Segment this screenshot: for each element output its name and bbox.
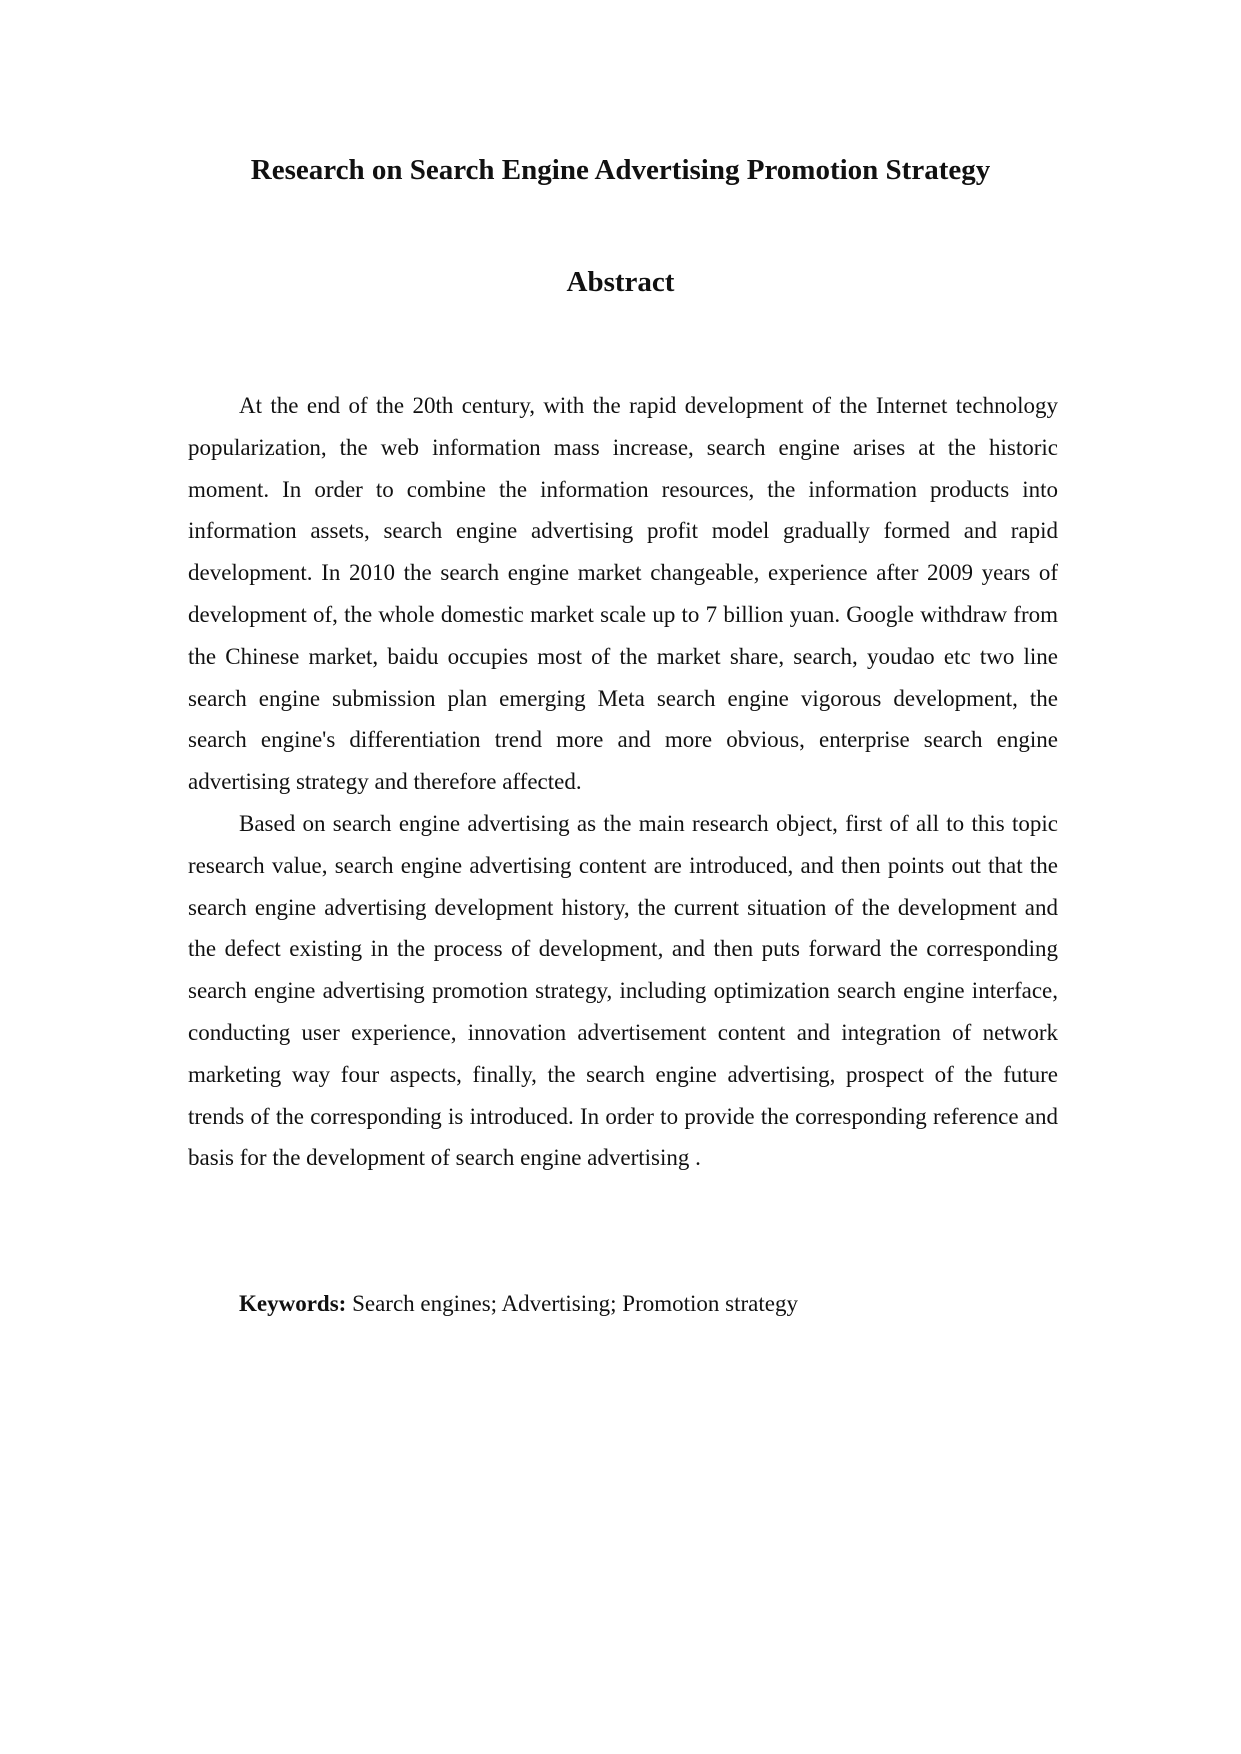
document-title: Research on Search Engine Advertising Promotion Strategy (250, 154, 991, 186)
keywords-label: Keywords: (239, 1291, 347, 1316)
keywords-text: Search engines; Advertising; Promotion strategy (346, 1291, 798, 1316)
keywords-line (239, 1283, 798, 1325)
abstract-body (188, 385, 1058, 1179)
abstract-paragraph-2: Based on search engine advertising as the main research object, first of all to this topic research value, search engine advertising content are introduced, and then points out that the search engine advertising development history, the current situation of the development and the defect existing in the process of development, and then puts forward the corresponding search engine advertising promotion strategy, including optimization search engine interface, conducting user experience, innovation advertisement content and integration of network marketing way four aspects, finally, the search engine advertising, prospect of the future trends of the corresponding is introduced. In order to provide the corresponding reference and basis for the development of search engine advertising . (188, 810, 1058, 1171)
abstract-heading: Abstract (566, 266, 675, 298)
abstract-paragraph-1: At the end of the 20th century, with the rapid development of the Internet technology popularization, the web information mass increase, search engine arises at the historic moment. In order to combine the information resources, the information products into information assets, search engine advertising profit model gradually formed and rapid development. In 2010 the search engine market changeable, experience after 2009 years of development of, the whole domestic market scale up to 7 billion yuan. Google withdraw from the Chinese market, baidu occupies most of the market share, search, youdao etc two line search engine submission plan emerging Meta search engine vigorous development, the search engine's differentiation trend more and more obvious, enterprise search engine advertising strategy and therefore affected. (188, 393, 1058, 795)
